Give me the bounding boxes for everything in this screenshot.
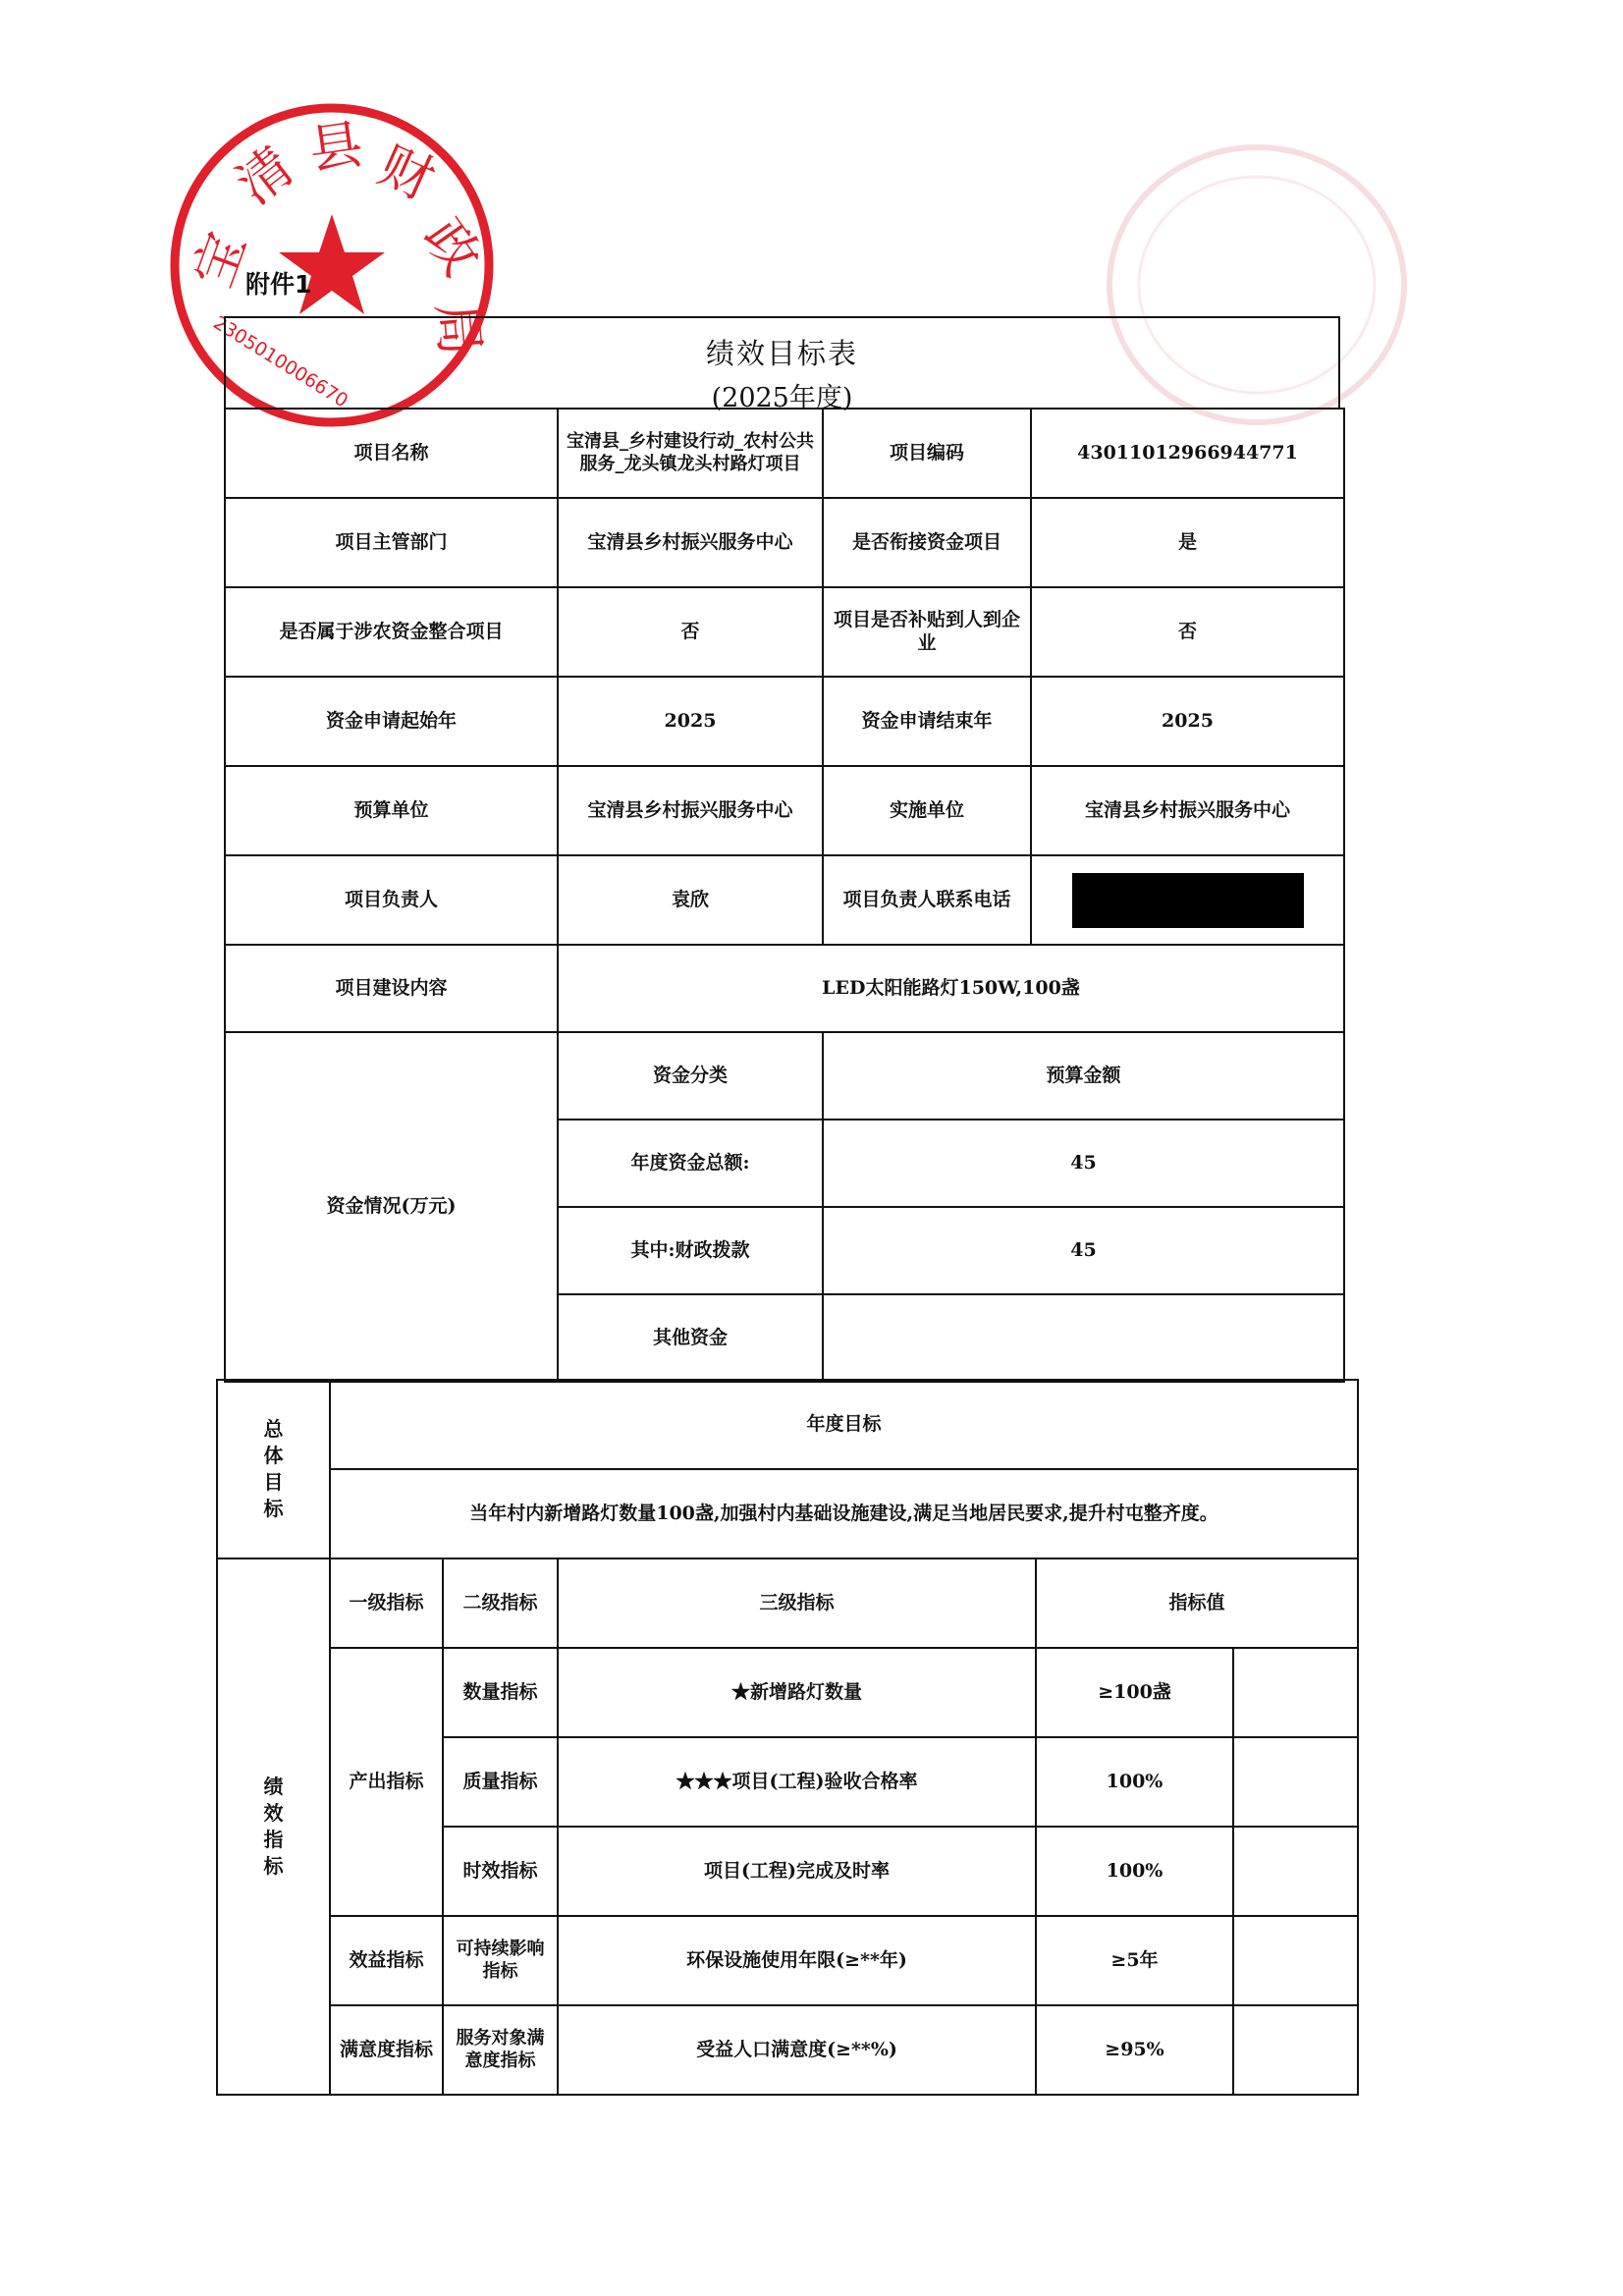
phone-label: 项目负责人联系电话 (823, 855, 1031, 945)
budget-unit-label: 预算单位 (225, 766, 558, 855)
svg-text:财: 财 (369, 134, 444, 212)
manager-label: 项目负责人 (225, 855, 558, 945)
indicator-value: 100% (1036, 1737, 1233, 1827)
impl-unit-label: 实施单位 (823, 766, 1031, 855)
overall-goal-label (217, 1380, 330, 1558)
form-title-main: 绩效目标表 (705, 337, 858, 370)
project-name-label: 项目名称 (225, 409, 558, 498)
indicator-extra-cell (1233, 1648, 1358, 1737)
indicator-level2: 可持续影响指标 (443, 1916, 558, 2005)
funds-fiscal-value: 45 (823, 1207, 1344, 1294)
form-title-year: (2025年度) (711, 383, 853, 413)
end-year-value: 2025 (1031, 677, 1344, 766)
start-year-label: 资金申请起始年 (225, 677, 558, 766)
budget-unit-value: 宝清县乡村振兴服务中心 (558, 766, 823, 855)
project-code-label: 项目编码 (823, 409, 1031, 498)
indicator-value: ≥95% (1036, 2005, 1233, 2095)
svg-text:宝: 宝 (182, 224, 258, 296)
svg-text:县: 县 (305, 112, 367, 182)
level2-header: 二级指标 (443, 1558, 558, 1648)
indicator-extra-cell (1233, 1737, 1358, 1827)
funds-fiscal-label: 其中:财政拨款 (558, 1207, 823, 1294)
impl-unit-value: 宝清县乡村振兴服务中心 (1031, 766, 1344, 855)
indicator-level3: ★新增路灯数量 (558, 1648, 1036, 1737)
indicator-value: 100% (1036, 1827, 1233, 1916)
dept-label: 项目主管部门 (225, 498, 558, 587)
level3-header: 三级指标 (558, 1558, 1036, 1648)
subsidy-label: 项目是否补贴到人到企业 (823, 587, 1031, 677)
funds-other-value (823, 1294, 1344, 1382)
value-header: 指标值 (1036, 1558, 1358, 1648)
phone-redaction (1072, 873, 1304, 928)
form-title (224, 316, 1340, 413)
project-name-value: 宝清县_乡村建设行动_农村公共服务_龙头镇龙头村路灯项目 (558, 409, 823, 498)
funds-total-label: 年度资金总额: (558, 1120, 823, 1207)
content-value: LED太阳能路灯150W,100盏 (558, 945, 1344, 1032)
annual-goal-header: 年度目标 (330, 1380, 1358, 1469)
funds-category-header: 资金分类 (558, 1032, 823, 1120)
start-year-value: 2025 (558, 677, 823, 766)
satisfaction-indicator-label: 满意度指标 (330, 2005, 443, 2095)
indicator-level3: 受益人口满意度(≥**%) (558, 2005, 1036, 2095)
performance-label (217, 1558, 330, 2095)
linked-fund-value: 是 (1031, 498, 1344, 587)
indicator-extra-cell (1233, 1916, 1358, 2005)
annual-goal-text: 当年村内新增路灯数量100盏,加强村内基础设施建设,满足当地居民要求,提升村屯整齐度。 (330, 1469, 1358, 1558)
overall-goal-label-text: 总体目标 (263, 1417, 284, 1520)
linked-fund-label: 是否衔接资金项目 (823, 498, 1031, 587)
indicator-extra-cell (1233, 1827, 1358, 1916)
indicator-value: ≥100盏 (1036, 1648, 1233, 1737)
svg-text:2305010006670: 2305010006670 (209, 311, 352, 412)
indicator-level3: 环保设施使用年限(≥**年) (558, 1916, 1036, 2005)
indicator-level2: 质量指标 (443, 1737, 558, 1827)
manager-value: 袁欣 (558, 855, 823, 945)
indicator-level2: 数量指标 (443, 1648, 558, 1737)
output-indicator-label: 产出指标 (330, 1648, 443, 1916)
indicator-value: ≥5年 (1036, 1916, 1233, 2005)
level1-header: 一级指标 (330, 1558, 443, 1648)
funds-label: 资金情况(万元) (225, 1032, 558, 1382)
phone-value (1031, 855, 1344, 945)
svg-text:局: 局 (425, 300, 492, 358)
project-info-table (224, 408, 1345, 1383)
end-year-label: 资金申请结束年 (823, 677, 1031, 766)
dept-value: 宝清县乡村振兴服务中心 (558, 498, 823, 587)
benefit-indicator-label: 效益指标 (330, 1916, 443, 2005)
funds-other-label: 其他资金 (558, 1294, 823, 1382)
performance-table (216, 1379, 1359, 2096)
subsidy-value: 否 (1031, 587, 1344, 677)
indicator-level2: 服务对象满意度指标 (443, 2005, 558, 2095)
indicator-level2: 时效指标 (443, 1827, 558, 1916)
indicator-extra-cell (1233, 2005, 1358, 2095)
attachment-label: 附件1 (245, 270, 312, 299)
content-label: 项目建设内容 (225, 945, 558, 1032)
performance-label-text: 绩效指标 (263, 1775, 284, 1878)
svg-text:政: 政 (411, 207, 493, 287)
indicator-level3: ★★★项目(工程)验收合格率 (558, 1737, 1036, 1827)
project-code-value: 43011012966944771 (1031, 409, 1344, 498)
funds-amount-header: 预算金额 (823, 1032, 1344, 1120)
svg-text:清: 清 (225, 135, 305, 217)
indicator-level3: 项目(工程)完成及时率 (558, 1827, 1036, 1916)
agri-integration-label: 是否属于涉农资金整合项目 (225, 587, 558, 677)
agri-integration-value: 否 (558, 587, 823, 677)
funds-total-value: 45 (823, 1120, 1344, 1207)
